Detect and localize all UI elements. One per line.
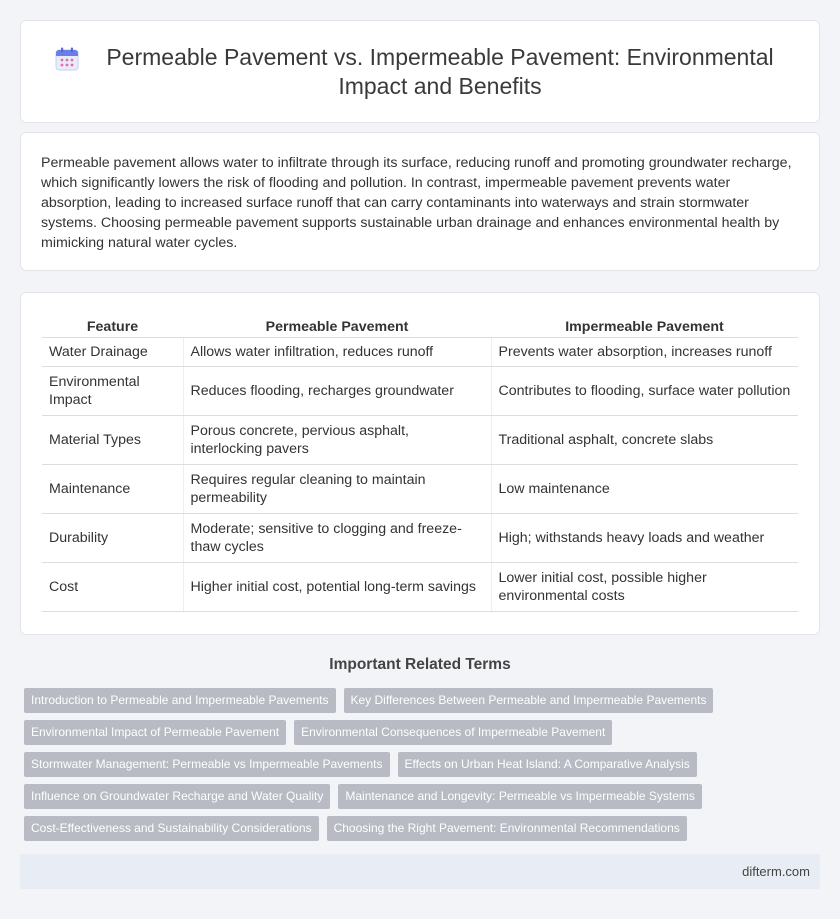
header-card (20, 20, 820, 123)
related-term-link[interactable]: Choosing the Right Pavement: Environmental Recommendations (327, 816, 687, 841)
tag-row (24, 816, 824, 841)
footer (20, 854, 820, 889)
table-row (42, 415, 798, 464)
comparison-table-card (20, 292, 820, 635)
table-row (42, 337, 798, 366)
table-cell-permeable: Porous concrete, pervious asphalt, interlocking pavers (183, 415, 491, 464)
tag-row (24, 720, 824, 745)
table-cell-feature: Environmental Impact (42, 366, 183, 415)
intro-text: Permeable pavement allows water to infiltrate through its surface, reducing runoff and promoting groundwater recharge, which significantly lowers the risk of flooding and pollution. In contrast, impermeable pavement prevents water absorption, leading to increased surface runoff that can carry contaminants into waterways and strain stormwater systems. Choosing permeable pavement supports sustainable urban drainage and enhances environmental health by mimicking natural water cycles. (41, 155, 792, 251)
table-cell-feature: Maintenance (42, 464, 183, 513)
related-term-link[interactable]: Maintenance and Longevity: Permeable vs Impermeable Systems (338, 784, 702, 809)
related-term-link[interactable]: Effects on Urban Heat Island: A Comparative Analysis (398, 752, 697, 777)
table-cell-permeable: Reduces flooding, recharges groundwater (183, 366, 491, 415)
table-row (42, 562, 798, 611)
table-header-feature: Feature (42, 315, 183, 337)
page-title: Permeable Pavement vs. Impermeable Pavement: Environmental Impact and Benefits (106, 43, 774, 99)
table-row (42, 513, 798, 562)
table-header-permeable: Permeable Pavement (183, 315, 491, 337)
table-row (42, 464, 798, 513)
related-term-link[interactable]: Introduction to Permeable and Impermeable Pavements (24, 688, 336, 713)
related-terms-title: Important Related Terms (329, 656, 511, 673)
table-cell-impermeable: Low maintenance (491, 464, 798, 513)
table-cell-impermeable: Prevents water absorption, increases runoff (491, 337, 798, 366)
table-cell-permeable: Allows water infiltration, reduces runoff (183, 337, 491, 366)
related-term-link[interactable]: Environmental Consequences of Impermeable Pavement (294, 720, 612, 745)
table-cell-feature: Durability (42, 513, 183, 562)
tag-row (24, 688, 824, 713)
table-cell-feature: Material Types (42, 415, 183, 464)
table-cell-impermeable: Lower initial cost, possible higher environmental costs (491, 562, 798, 611)
table-header-row (42, 315, 798, 337)
table-cell-permeable: Requires regular cleaning to maintain permeability (183, 464, 491, 513)
related-term-link[interactable]: Environmental Impact of Permeable Pavement (24, 720, 286, 745)
table-cell-feature: Cost (42, 562, 183, 611)
tag-row (24, 784, 824, 809)
table-cell-impermeable: High; withstands heavy loads and weather (491, 513, 798, 562)
table-header-impermeable: Impermeable Pavement (491, 315, 798, 337)
table-cell-feature: Water Drainage (42, 337, 183, 366)
related-term-link[interactable]: Key Differences Between Permeable and Impermeable Pavements (344, 688, 714, 713)
table-row (42, 366, 798, 415)
tag-row (24, 752, 824, 777)
related-term-link[interactable]: Influence on Groundwater Recharge and Water Quality (24, 784, 330, 809)
intro-card (20, 132, 820, 271)
table-cell-impermeable: Traditional asphalt, concrete slabs (491, 415, 798, 464)
table-cell-permeable: Moderate; sensitive to clogging and freeze-thaw cycles (183, 513, 491, 562)
table-cell-impermeable: Contributes to flooding, surface water pollution (491, 366, 798, 415)
comparison-table (42, 315, 798, 612)
footer-site-link[interactable]: difterm.com (742, 864, 810, 879)
related-terms-list (24, 688, 824, 848)
related-term-link[interactable]: Cost-Effectiveness and Sustainability Considerations (24, 816, 319, 841)
related-term-link[interactable]: Stormwater Management: Permeable vs Impermeable Pavements (24, 752, 390, 777)
table-cell-permeable: Higher initial cost, potential long-term savings (183, 562, 491, 611)
